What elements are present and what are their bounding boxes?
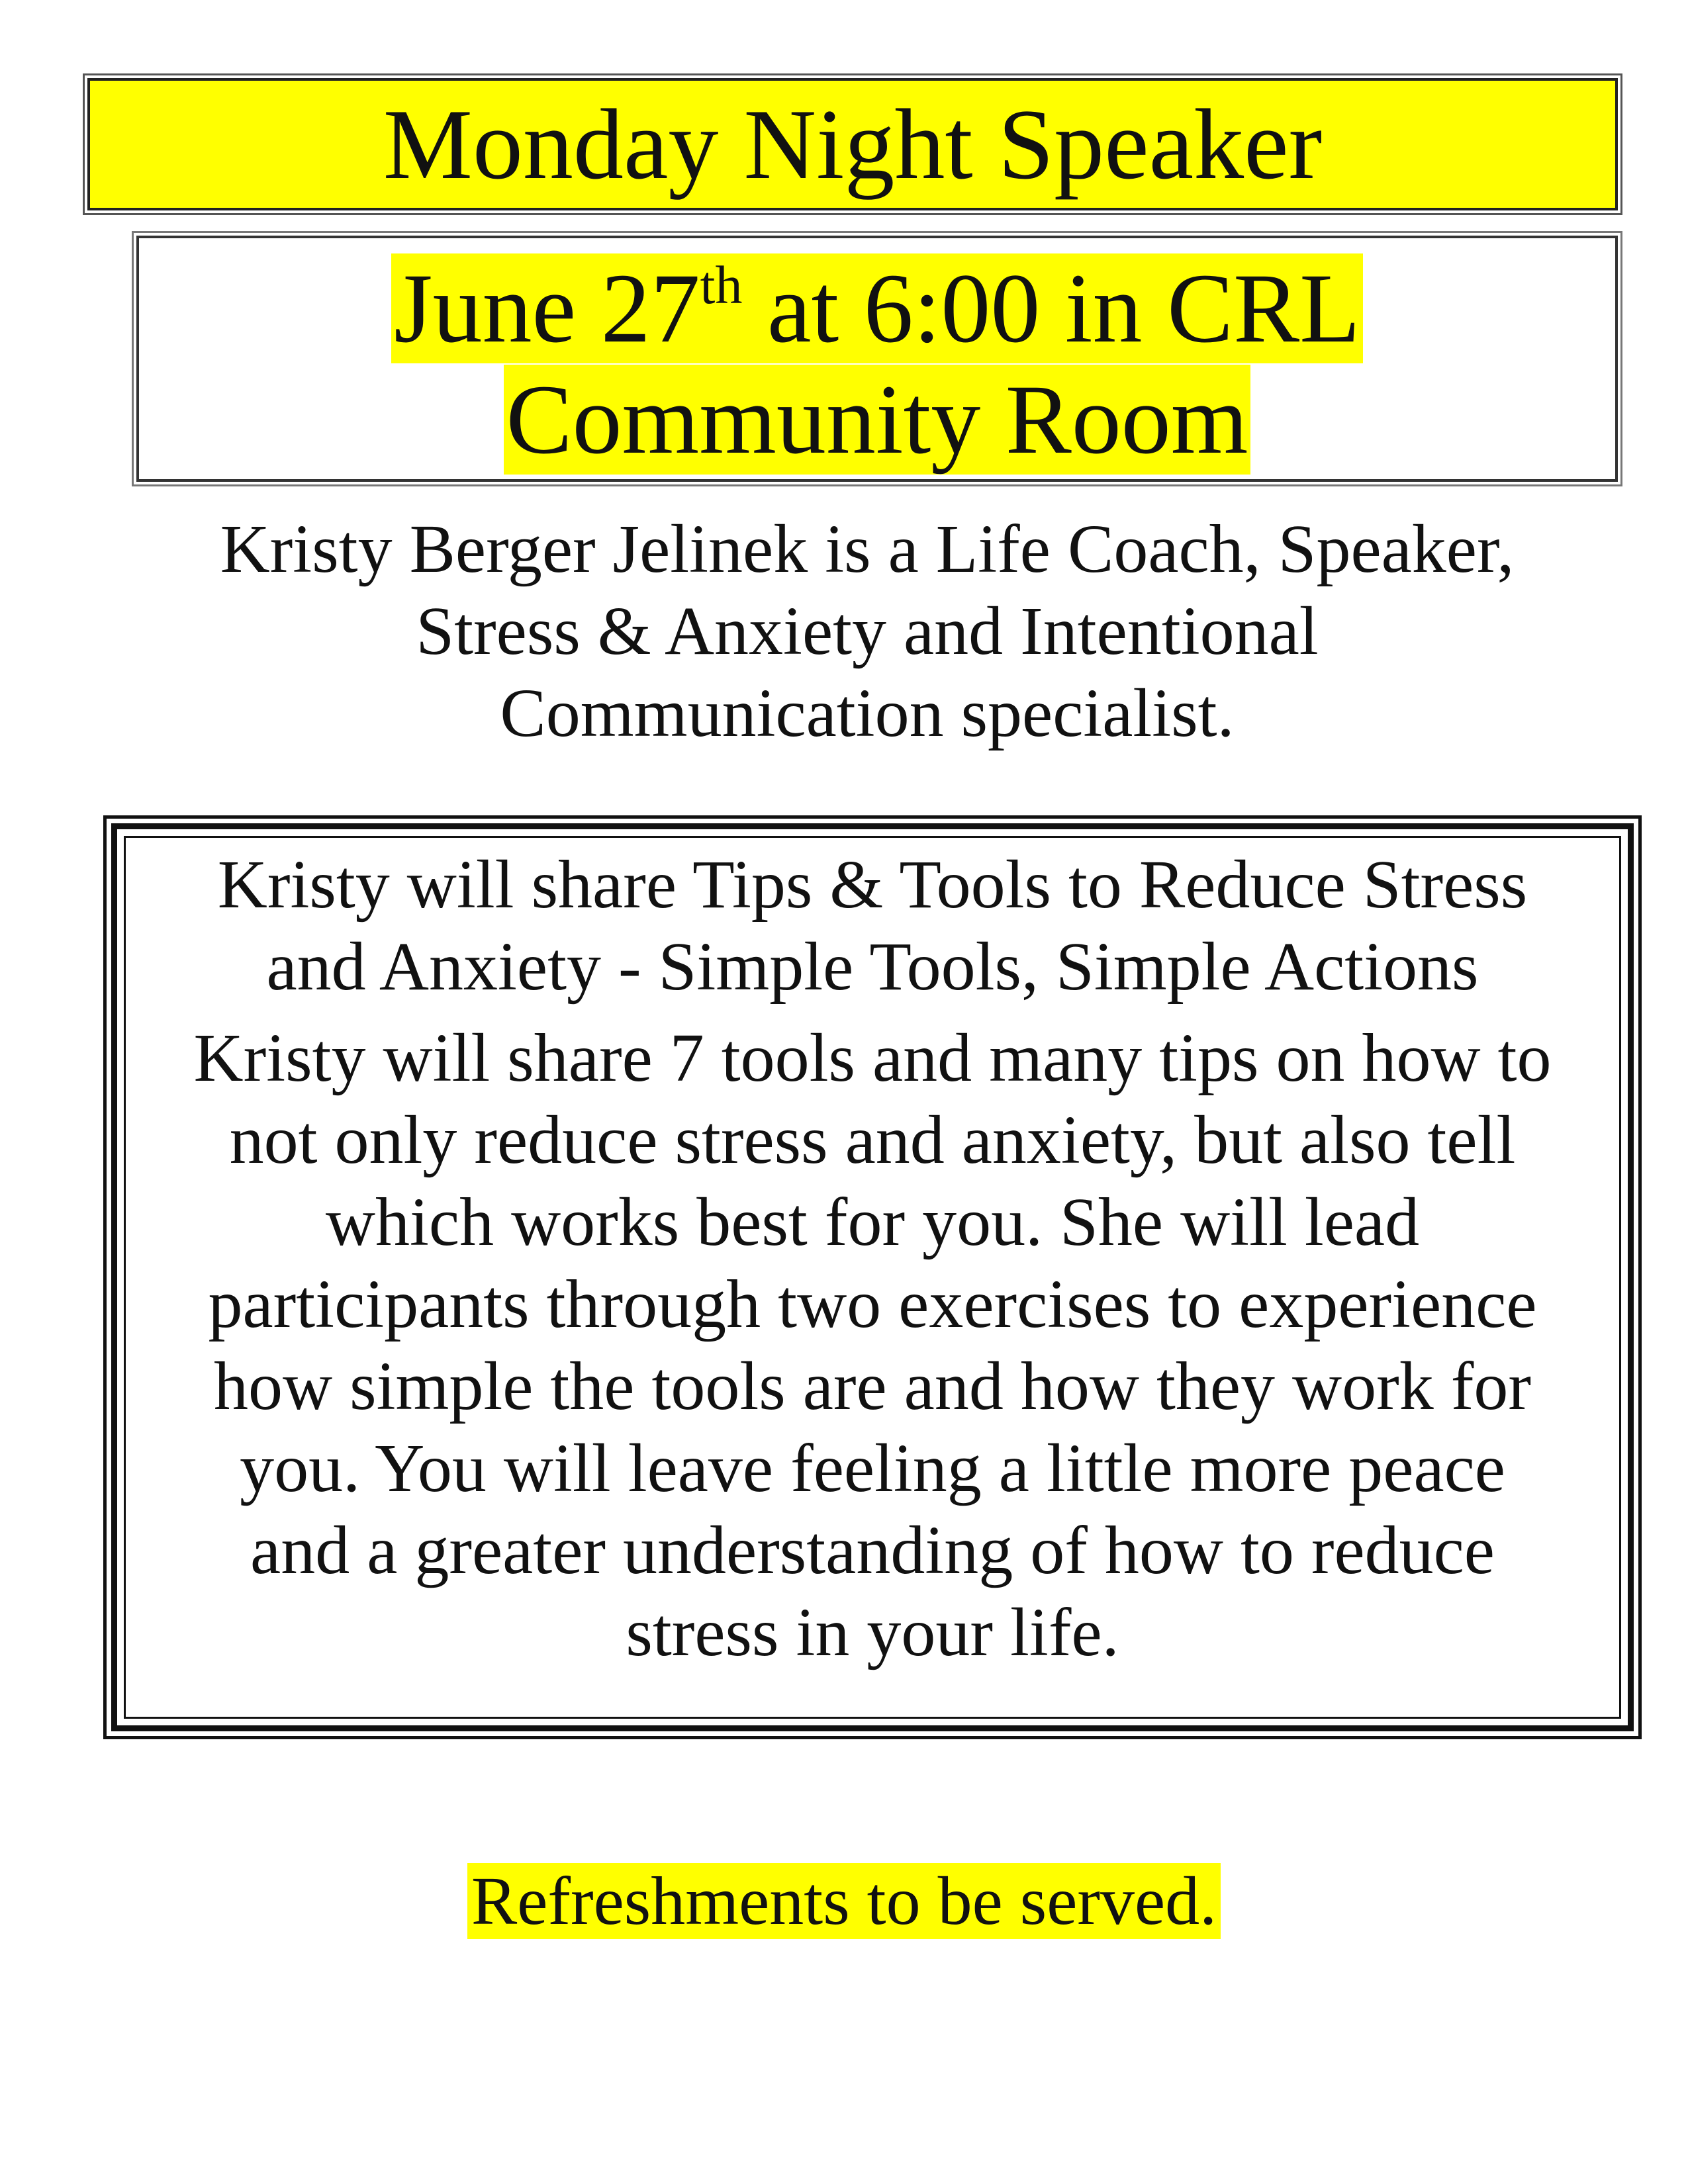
page-title: Monday Night Speaker [383,89,1323,200]
event-time-place: at 6:00 in CRL [742,253,1360,363]
title-banner [87,78,1618,210]
event-date-line [139,253,1615,364]
desc-line: stress in your life. [626,1594,1119,1670]
desc-line: participants through two exercises to experience [208,1266,1537,1342]
description-box [111,823,1634,1731]
event-date-highlight [391,253,1363,363]
paragraph-gap [117,1008,1628,1017]
event-date-ordinal: th [700,255,743,315]
event-date: June 27 [394,253,700,363]
desc-line: Kristy will share 7 tools and many tips on how to [193,1020,1552,1096]
desc-line: you. You will leave feeling a little more peace [240,1430,1505,1506]
event-details-box [136,236,1618,482]
intro-line-1: Kristy Berger Jelinek is a Life Coach, Speaker, [220,511,1515,587]
intro-line-3: Communication specialist. [500,675,1235,751]
desc-line: which works best for you. She will lead [325,1184,1420,1260]
desc-line: Kristy will share Tips & Tools to Reduce Stress [217,846,1528,923]
desc-line: and a greater understanding of how to reduce [250,1512,1495,1588]
speaker-intro [93,508,1642,754]
event-location: Community Room [504,365,1251,475]
event-location-line [139,364,1615,475]
desc-line: and Anxiety - Simple Tools, Simple Actions [266,929,1479,1005]
refreshments-text: Refreshments to be served. [467,1863,1221,1939]
refreshments-note [0,1858,1688,1944]
desc-line: not only reduce stress and anxiety, but also tell [229,1102,1516,1178]
desc-line: how simple the tools are and how they work for [213,1348,1531,1424]
intro-line-2: Stress & Anxiety and Intentional [416,593,1319,669]
